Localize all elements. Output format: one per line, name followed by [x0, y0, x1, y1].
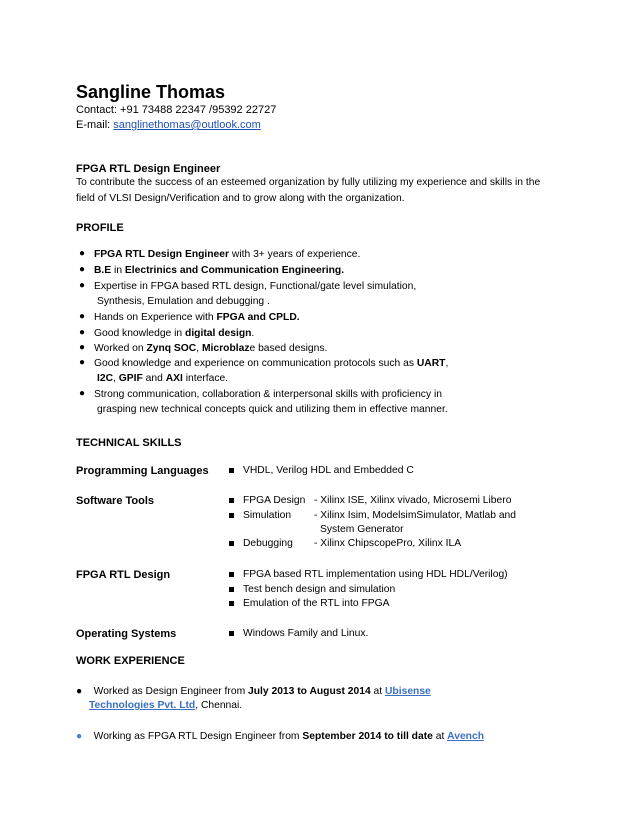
profile-item: [79, 327, 255, 339]
skill-label-tools: Software Tools: [76, 495, 155, 507]
square-bullet-icon: [229, 631, 234, 636]
skills-title: TECHNICAL SKILLS: [76, 437, 182, 449]
profile-item: [79, 311, 300, 323]
bullet-icon: ●: [76, 686, 94, 697]
contact-phone: Contact: +91 73488 22347 /95392 22727: [76, 104, 277, 116]
bullet-icon: ●: [79, 342, 86, 353]
profile-item-continuation: [97, 373, 228, 384]
skill-label-os: Operating Systems: [76, 628, 177, 640]
profile-item-bold: Microblaz: [201, 343, 250, 354]
job-text: at: [432, 731, 448, 742]
job-text: at: [370, 686, 385, 697]
square-bullet-icon: [229, 601, 234, 606]
experience-title: WORK EXPERIENCE: [76, 655, 185, 667]
square-bullet-icon: [229, 587, 234, 592]
profile-item-bold: B.E: [94, 265, 112, 276]
job-entry-1-continuation: [89, 700, 242, 711]
profile-item-bold: Electrinics and Communication Engineering.: [124, 265, 345, 276]
contact-email: [76, 119, 261, 131]
profile-item-bold: FPGA RTL Design Engineer: [94, 249, 230, 260]
rtl-item: [243, 598, 390, 609]
profile-item-text: in: [111, 265, 125, 276]
square-bullet-icon: [229, 498, 234, 503]
profile-item-bold: FPGA and CPLD.: [216, 312, 300, 323]
profile-item-text: Good knowledge in: [94, 328, 186, 339]
profile-item-text: Strong communication, collaboration & interpersonal skills with proficiency in: [94, 389, 442, 400]
bullet-icon: ●: [79, 264, 86, 275]
job-entry-1: [76, 686, 431, 697]
rtl-item: [243, 584, 395, 595]
profile-item-text: Good knowledge and experience on communication protocols such as: [94, 358, 417, 369]
email-link[interactable]: sanglinethomas@outlook.com: [113, 119, 261, 131]
profile-item: [79, 248, 361, 260]
objective-line-2: field of VLSI Design/Verification and to grow along with the organization.: [76, 193, 405, 204]
skill-label-rtl: FPGA RTL Design: [76, 569, 171, 581]
profile-item-bold: GPIF: [118, 373, 143, 384]
objective-title: FPGA RTL Design Engineer: [76, 163, 221, 175]
bullet-icon: ●: [79, 248, 86, 259]
profile-item: [79, 357, 449, 369]
rtl-item-text: Emulation of the RTL into FPGA: [243, 598, 390, 609]
bullet-icon: ●: [76, 731, 94, 742]
profile-item-text: ,: [113, 373, 119, 384]
bullet-icon: ●: [79, 388, 86, 399]
square-bullet-icon: [229, 513, 234, 518]
candidate-name: Sangline Thomas: [76, 82, 226, 102]
tool-key: Simulation: [243, 510, 292, 521]
profile-item-text: ,: [196, 343, 202, 354]
profile-item: [79, 280, 417, 292]
square-bullet-icon: [229, 572, 234, 577]
company-link[interactable]: Ubisense: [385, 686, 431, 697]
profile-item-continuation: grasping new technical concepts quick and utilizing them in effective manner.: [97, 404, 448, 415]
rtl-item-text: FPGA based RTL implementation using HDL HDL/Verilog): [243, 569, 508, 580]
job-text: Worked as Design Engineer from: [93, 686, 249, 697]
profile-item-text: e based designs.: [249, 343, 328, 354]
tool-value: - Xilinx ISE, Xilinx vivado, Microsemi Libero: [314, 495, 512, 506]
profile-item-text: Worked on: [94, 343, 147, 354]
tool-item: [243, 510, 291, 521]
rtl-item: [243, 569, 508, 580]
skill-value-text: Windows Family and Linux.: [243, 628, 369, 639]
objective-line-1: To contribute the success of an esteemed organization by fully utilizing my experience and skills in the: [76, 177, 541, 188]
tool-value-continuation: System Generator: [320, 524, 404, 535]
tool-item: [243, 495, 305, 506]
profile-item-text: Expertise in FPGA based RTL design, Functional/gate level simulation,: [94, 281, 417, 292]
profile-item-text: ,: [445, 358, 449, 369]
profile-item-text: with 3+ years of experience.: [229, 249, 361, 260]
job-location: , Chennai.: [195, 700, 243, 711]
tool-value: - Xilinx ChipscopePro, Xilinx ILA: [314, 538, 462, 549]
profile-item-text: Hands on Experience with: [94, 312, 217, 323]
profile-item-continuation: Synthesis, Emulation and debugging .: [97, 296, 270, 307]
job-entry-2: [76, 731, 484, 742]
email-prefix: E-mail:: [76, 119, 114, 131]
tool-item: [243, 538, 293, 549]
bullet-icon: ●: [79, 311, 86, 322]
company-link[interactable]: Avench: [447, 731, 484, 742]
rtl-item-text: Test bench design and simulation: [243, 584, 396, 595]
skill-value-programming: [243, 465, 414, 476]
profile-item-bold: digital design: [185, 328, 252, 339]
job-dates: July 2013 to August 2014: [248, 686, 371, 697]
profile-item: [79, 342, 328, 354]
bullet-icon: ●: [79, 280, 86, 291]
tool-key: FPGA Design: [243, 495, 306, 506]
square-bullet-icon: [229, 541, 234, 546]
skill-value-text: VHDL, Verilog HDL and Embedded C: [243, 465, 414, 476]
square-bullet-icon: [229, 468, 234, 473]
profile-item-bold: Zynq SOC: [146, 343, 197, 354]
profile-item-bold: AXI: [165, 373, 183, 384]
job-text: Working as FPGA RTL Design Engineer from: [93, 731, 303, 742]
bullet-icon: ●: [79, 357, 86, 368]
skill-value-os: [243, 628, 368, 639]
profile-item-text: interface.: [182, 373, 229, 384]
profile-item-bold: I2C: [97, 373, 114, 384]
tool-key: Debugging: [243, 538, 293, 549]
profile-item: [79, 388, 442, 400]
profile-item-text: and: [142, 373, 166, 384]
company-link[interactable]: Technologies Pvt. Ltd: [89, 700, 196, 711]
profile-title: PROFILE: [76, 222, 124, 234]
profile-item: [79, 264, 345, 276]
job-dates: September 2014 to till date: [302, 731, 433, 742]
skill-label-programming: Programming Languages: [76, 465, 209, 477]
tool-value: - Xilinx Isim, ModelsimSimulator, Matlab and: [314, 510, 517, 521]
profile-item-bold: UART: [416, 358, 446, 369]
bullet-icon: ●: [79, 327, 86, 338]
profile-item-text: .: [251, 328, 255, 339]
